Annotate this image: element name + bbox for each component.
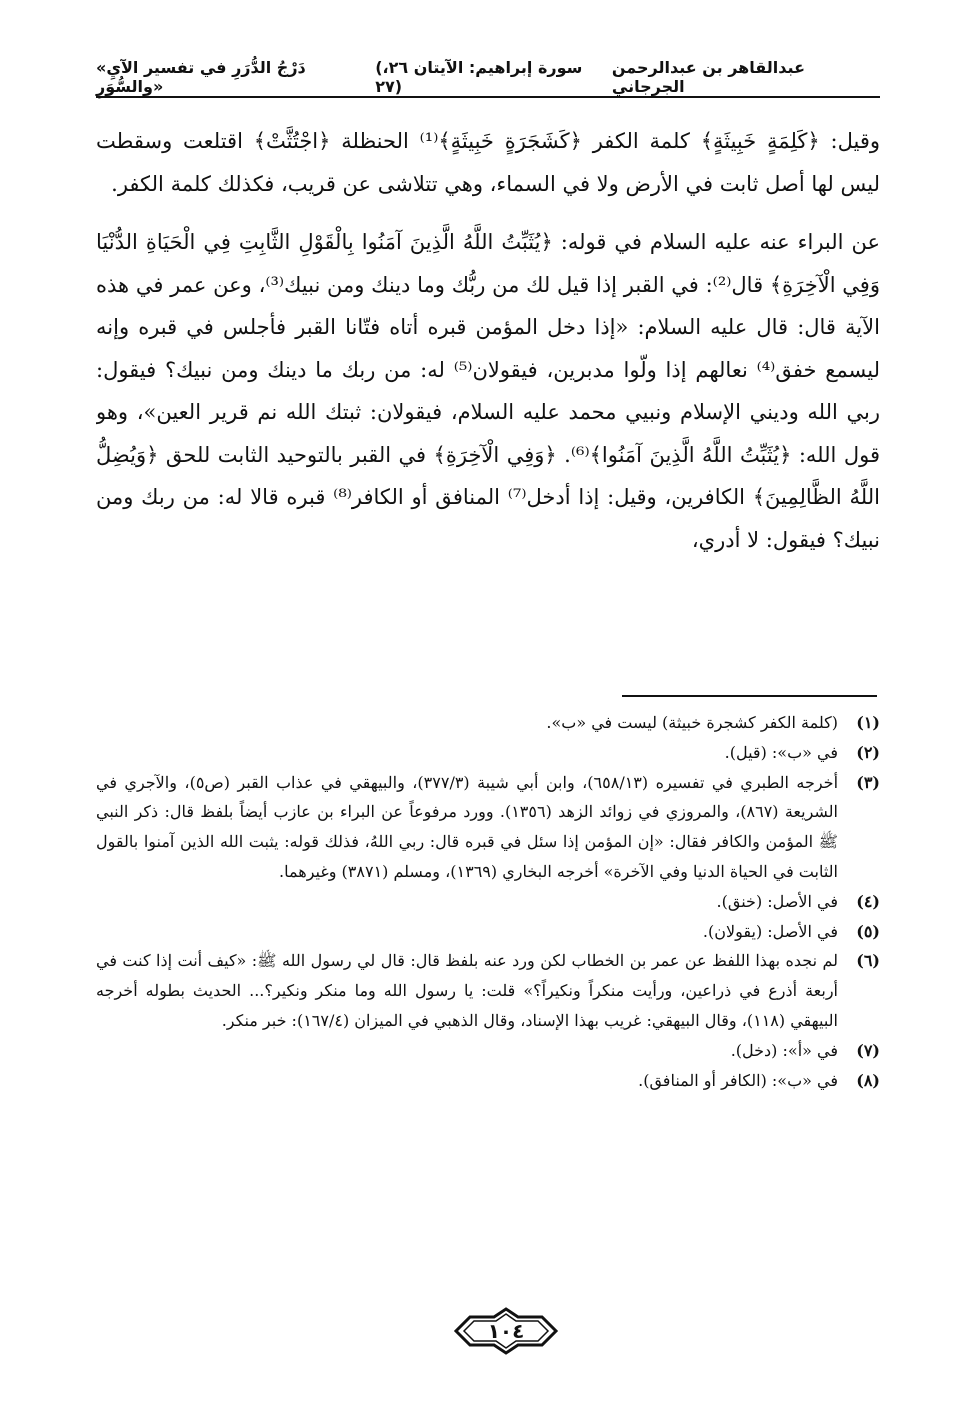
header-center-surah-ref: (سورة إبراهيم: الآيتان ٢٦، ٢٧) bbox=[375, 58, 583, 96]
footnote-number: (٣) bbox=[856, 772, 880, 792]
footnote-item bbox=[96, 917, 880, 947]
header-left-book-title: «دَرْجُ الدُّرَرِ في تفسير الآيِ والسُّوَرِ» bbox=[96, 58, 306, 96]
footnote-item bbox=[96, 887, 880, 917]
footnote-text: لم نجده بهذا اللفظ عن عمر بن الخطاب لكن ورد عنه بلفظ قال: قال لي رسول الله ﷺ: «كيف أنت إذا كنت في أربعة أذرع في ذراعين، ورأيت منكراً ونكيراً؟» قلت: يا رسول الله وما منكر ونكير؟... الحديث بطوله أخرجه البيهقي (١١٨)، وقال البيهقي: غريب بهذا الإسناد، وقال الذهبي في الميزان (١٦٧/٤): خبر منكر. bbox=[96, 951, 838, 1030]
footnote-text: في «ب»: (قيل). bbox=[724, 742, 838, 762]
footnote-divider bbox=[622, 695, 877, 697]
footnote-number: (٦) bbox=[856, 951, 880, 971]
footnotes bbox=[96, 708, 880, 1298]
footnote-text: (كلمة الكفر كشجرة خبيثة) ليست في «ب». bbox=[546, 713, 838, 732]
footnote-number: (٨) bbox=[856, 1070, 880, 1090]
footnote-number: (٤) bbox=[856, 891, 880, 911]
footnote-text: أخرجه الطبري في تفسيره (٦٥٨/١٣)، وابن أبي شيبة (٣٧٧/٣)، والبيهقي في عذاب القبر (ص٥)، والآجري في الشريعة (٨٦٧)، والمروزي في زوائد الزهد (١٣٥٦). وورد مرفوعاً عن البراء بن عازب أيضاً بلفظ قال: ذكر النبي ﷺ المؤمن والكافر فقال: «إن المؤمن إذا سئل في قبره قال: ربي اللهُ، فذلك قوله: يثبت الله الذين آمنوا بالقول الثابت في الحياة الدنيا وفي الآخرة» أخرجه البخاري (١٣٦٩)، ومسلم (٣٨٧١) وغيرهما. bbox=[96, 772, 839, 881]
main-text bbox=[96, 120, 880, 680]
footnote-text: في الأصل: (خنق). bbox=[716, 891, 838, 911]
page-number: ١٠٤ bbox=[487, 1319, 525, 1343]
footnote-item bbox=[96, 708, 880, 738]
footnote-number: (٢) bbox=[856, 742, 880, 762]
footnote-item bbox=[96, 768, 880, 887]
footnote-item bbox=[96, 1036, 880, 1066]
footnote-text: في الأصل: (يقولان). bbox=[702, 921, 838, 941]
paragraph-1: وقيل: ﴿كَلِمَةٍ خَبِيثَةٍ﴾ كلمة الكفر ﴿كَشَجَرَةٍ خَبِيثَةٍ﴾⁽¹⁾ الحنظلة ﴿اجْتُثَّتْ﴾ اقتلعت وسقطت ليس لها أصل ثابت في الأرض ولا في السماء، وهي تتلاشى عن قريب، فكذلك كلمة الكفر. bbox=[96, 129, 880, 196]
footnote-item bbox=[96, 1066, 880, 1096]
footnote-item bbox=[96, 738, 880, 768]
footnote-number: (٥) bbox=[856, 921, 880, 941]
paragraph-gap bbox=[96, 205, 880, 221]
page-number-ornament bbox=[454, 1307, 558, 1355]
footnote-number: (٧) bbox=[856, 1040, 880, 1060]
footnote-number: (١) bbox=[856, 713, 880, 732]
running-header bbox=[96, 60, 880, 94]
header-divider bbox=[96, 96, 880, 98]
footnote-text: في «ب»: (الكافر أو المنافق). bbox=[638, 1070, 838, 1090]
footnote-text: في «أ»: (دخل). bbox=[730, 1040, 838, 1060]
paragraph-2: عن البراء عنه عليه السلام في قوله: ﴿يُثَبِّتُ اللَّهُ الَّذِينَ آمَنُوا بِالْقَوْلِ الثَّابِتِ فِي الْحَيَاةِ الدُّنْيَا وَفِي الْآخِرَةِ﴾ قال⁽²⁾: في القبر إذا قيل لك من ربُّك وما دينك ومن نبيك⁽³⁾، وعن عمر في هذه الآية قال: قال عليه السلام: «إذا دخل المؤمن قبره أتاه فتّانا القبر فأجلس في قبره وإنه ليسمع خفق⁽⁴⁾ نعالهم إذا ولّوا مدبرين، فيقولان⁽⁵⁾ له: من ربك ما دينك ومن نبيك؟ فيقول: ربي الله وديني الإسلام ونبيي محمد عليه السلام، فيقولان: ثبتك الله نم قرير العين»، وهو قول الله: ﴿يُثَبِّتُ اللَّهُ الَّذِينَ آمَنُوا﴾⁽⁶⁾. ﴿وَفِي الْآخِرَةِ﴾ في القبر بالتوحيد الثابت للحق ﴿وَيُضِلُّ اللَّهُ الظَّالِمِينَ﴾ الكافرين، وقيل: إذا أدخل⁽⁷⁾ المنافق أو الكافر⁽⁸⁾ قبره قالا له: من ربك ومن نبيك؟ فيقول: لا أدري، bbox=[96, 230, 880, 552]
footnote-item bbox=[96, 946, 880, 1035]
header-right-author: عبدالقاهر بن عبدالرحمن الجرجاني bbox=[611, 58, 805, 96]
